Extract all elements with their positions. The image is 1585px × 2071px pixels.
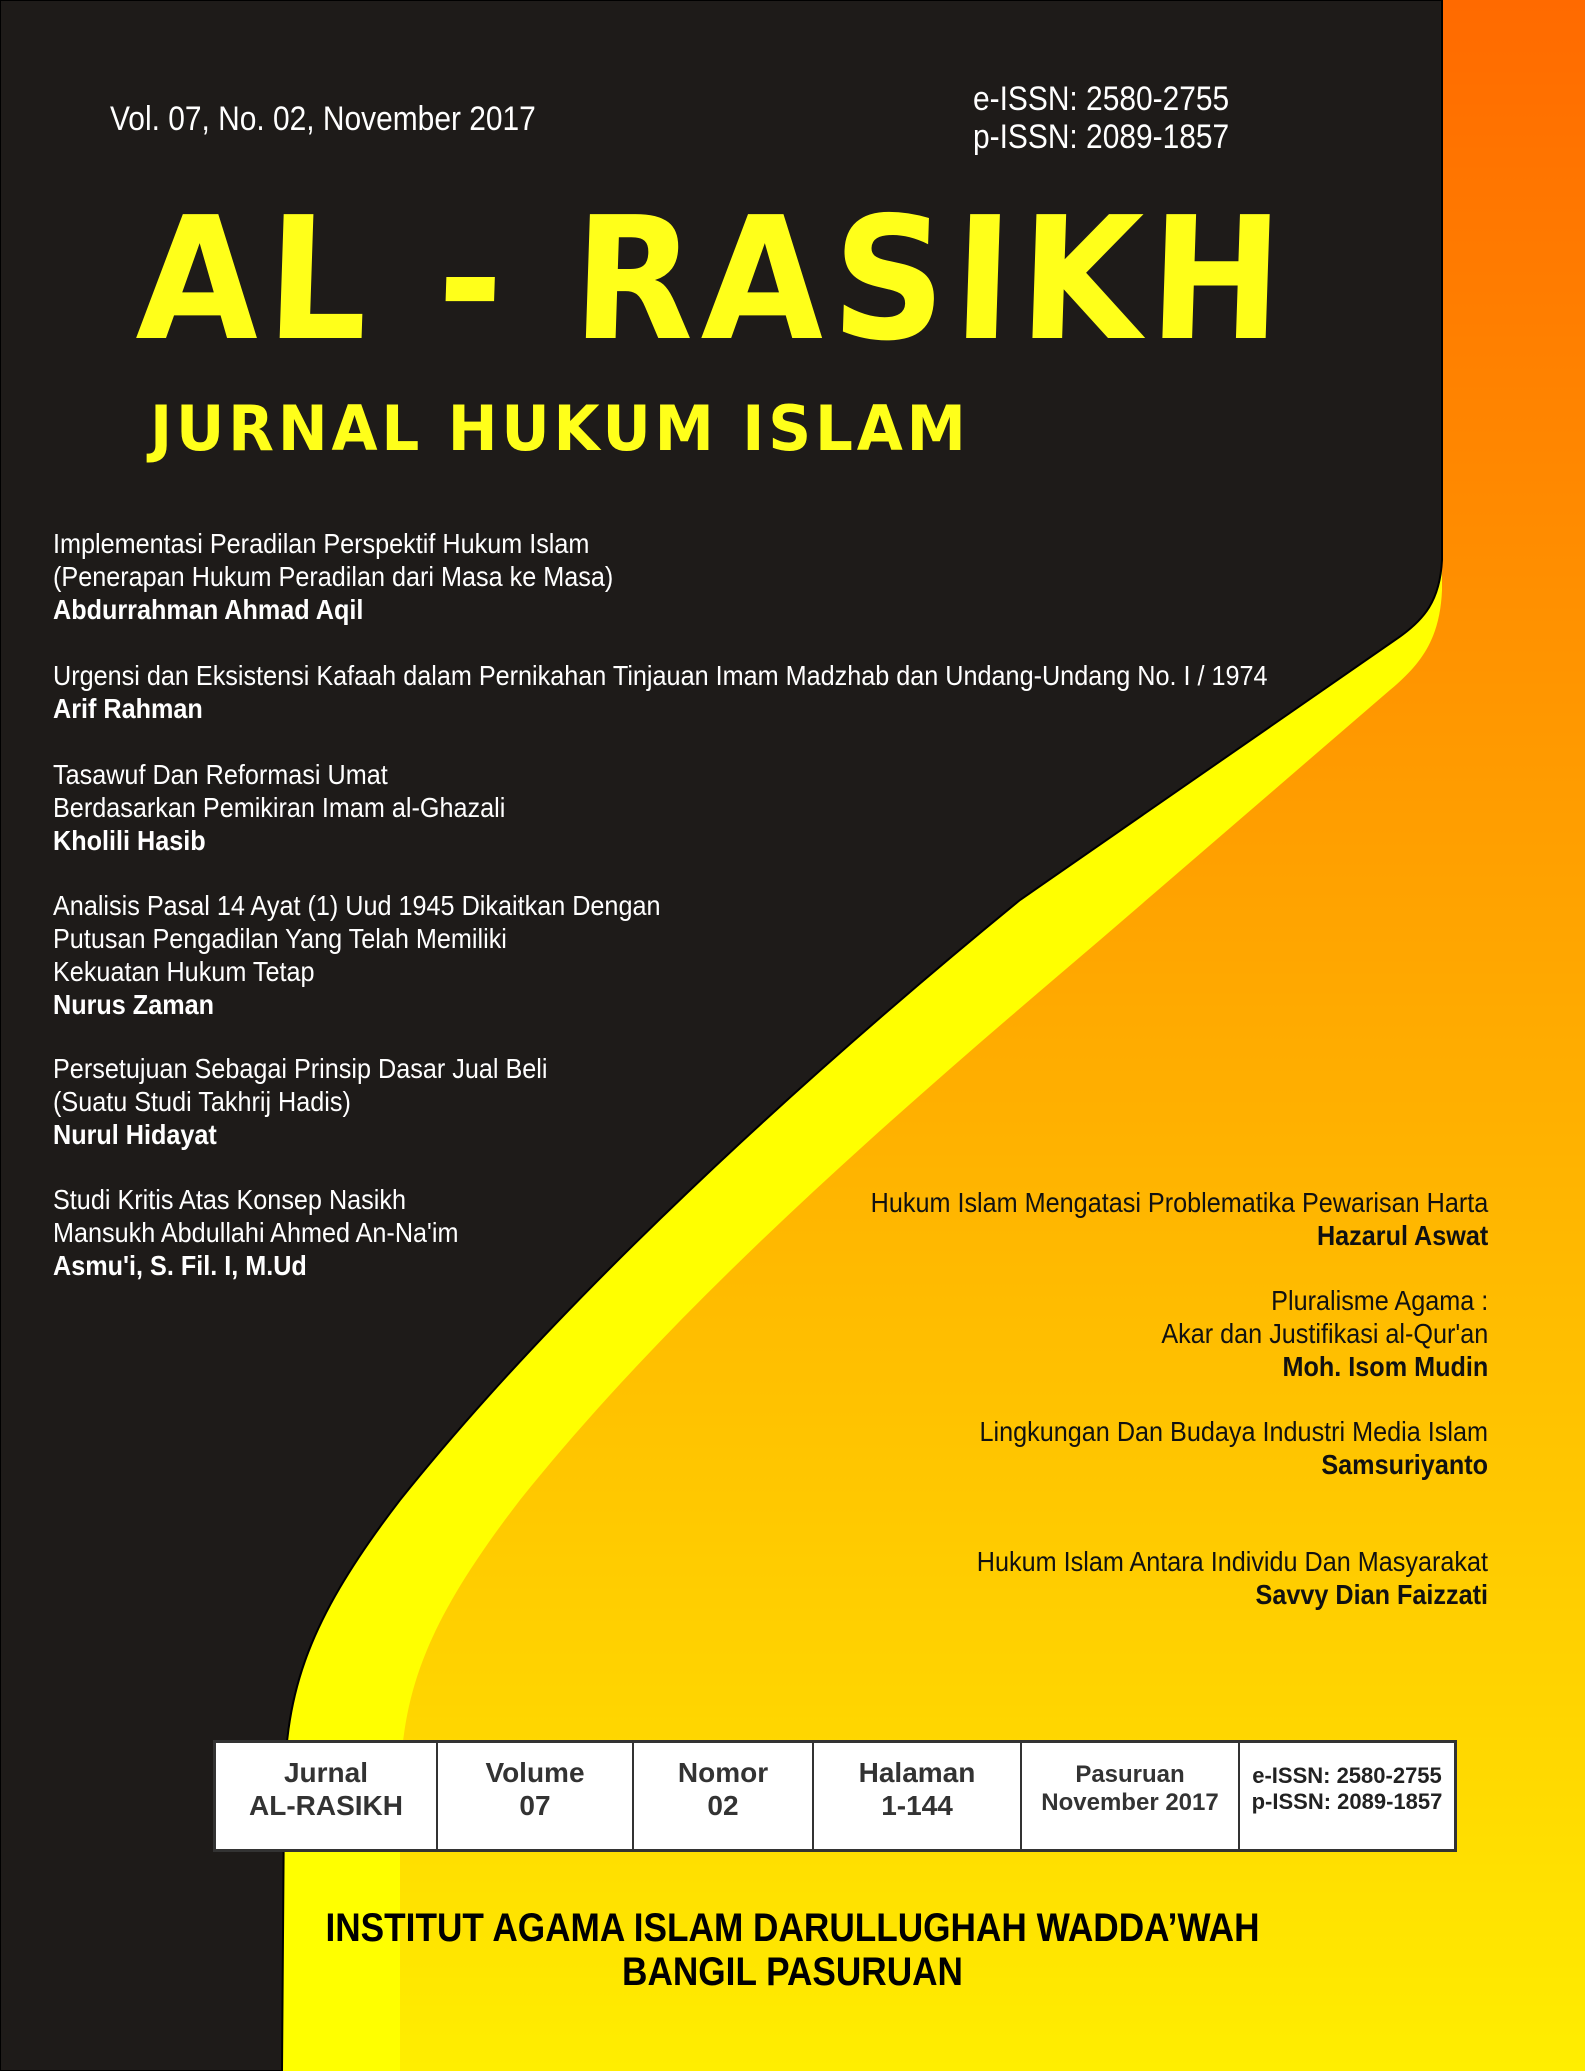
institution-name — [95, 1906, 1490, 1994]
article-author: Asmu'i, S. Fil. I, M.Ud — [53, 1250, 307, 1281]
info-value: 07 — [519, 1790, 551, 1821]
institution-line-2: BANGIL PASURUAN — [622, 1950, 963, 1994]
article-left-6 — [53, 1183, 458, 1282]
journal-title: AL - RASIKH — [134, 181, 1293, 379]
article-author: Moh. Isom Mudin — [1282, 1351, 1488, 1382]
volume-issue-line: Vol. 07, No. 02, November 2017 — [110, 100, 536, 138]
article-right-1 — [870, 1186, 1488, 1252]
publication-info-table — [213, 1740, 1457, 1852]
issn-block — [973, 80, 1229, 156]
info-label: Halaman — [858, 1757, 976, 1788]
e-issn: e-ISSN: 2580-2755 — [973, 80, 1230, 118]
info-value: November 2017 — [1041, 1789, 1219, 1816]
article-title-line: Akar dan Justifikasi al-Qur'an — [1161, 1318, 1488, 1349]
p-issn: p-ISSN: 2089-1857 — [973, 118, 1230, 156]
article-right-3 — [979, 1415, 1488, 1481]
info-label: Jurnal — [283, 1757, 369, 1788]
info-value: p-ISSN: 2089-1857 — [1251, 1789, 1443, 1814]
article-title-line: Urgensi dan Eksistensi Kafaah dalam Pernikahan Tinjauan Imam Madzhab dan Undang-Undang No. I / 1974 — [53, 660, 1268, 691]
article-title-line: Hukum Islam Antara Individu Dan Masyarakat — [976, 1546, 1488, 1577]
article-author: Arif Rahman — [53, 693, 203, 724]
article-author: Samsuriyanto — [1321, 1449, 1488, 1480]
article-title-line: Mansukh Abdullahi Ahmed An-Na'im — [53, 1217, 459, 1248]
article-title-line: Studi Kritis Atas Konsep Nasikh — [53, 1184, 406, 1215]
article-title-line: (Suatu Studi Takhrij Hadis) — [53, 1086, 351, 1117]
info-label: Pasuruan — [1075, 1761, 1185, 1788]
article-right-2 — [1161, 1284, 1488, 1383]
info-cell-volume — [438, 1743, 634, 1849]
article-author: Nurul Hidayat — [53, 1119, 217, 1150]
info-cell-journal — [216, 1743, 438, 1849]
article-author: Savvy Dian Faizzati — [1255, 1579, 1488, 1610]
info-value: 1-144 — [881, 1790, 953, 1821]
info-cell-pages — [814, 1743, 1022, 1849]
institution-line-1: INSTITUT AGAMA ISLAM DARULLUGHAH WADDA’WAH — [325, 1906, 1260, 1950]
info-label: Volume — [485, 1757, 585, 1788]
info-label: Nomor — [677, 1757, 769, 1788]
article-title-line: Analisis Pasal 14 Ayat (1) Uud 1945 Dikaitkan Dengan — [53, 890, 661, 921]
info-label: e-ISSN: 2580-2755 — [1252, 1763, 1442, 1788]
journal-subtitle: JURNAL HUKUM ISLAM — [150, 392, 970, 465]
article-title-line: Implementasi Peradilan Perspektif Hukum Islam — [53, 528, 590, 559]
article-left-1 — [53, 527, 613, 626]
info-cell-number — [634, 1743, 814, 1849]
article-right-4 — [977, 1545, 1488, 1611]
info-value: 02 — [707, 1790, 739, 1821]
article-left-2 — [53, 659, 1268, 725]
article-title-line: Berdasarkan Pemikiran Imam al-Ghazali — [53, 792, 506, 823]
article-title-line: Putusan Pengadilan Yang Telah Memiliki — [53, 923, 507, 954]
article-left-4 — [53, 889, 661, 1021]
article-author: Nurus Zaman — [53, 989, 215, 1020]
article-author: Abdurrahman Ahmad Aqil — [53, 594, 364, 625]
article-title-line: Pluralisme Agama : — [1270, 1285, 1488, 1316]
article-title-line: Persetujuan Sebagai Prinsip Dasar Jual Beli — [53, 1053, 548, 1084]
info-cell-issn — [1240, 1743, 1454, 1849]
article-title-line: Tasawuf Dan Reformasi Umat — [53, 759, 388, 790]
article-left-3 — [53, 758, 505, 857]
info-value: AL-RASIKH — [249, 1790, 403, 1821]
article-title-line: Lingkungan Dan Budaya Industri Media Islam — [979, 1416, 1488, 1447]
article-title-line: (Penerapan Hukum Peradilan dari Masa ke Masa) — [53, 561, 614, 592]
article-left-5 — [53, 1052, 547, 1151]
article-title-line: Kekuatan Hukum Tetap — [53, 956, 315, 987]
article-author: Hazarul Aswat — [1316, 1220, 1488, 1251]
info-cell-place-date — [1022, 1743, 1240, 1849]
article-author: Kholili Hasib — [53, 825, 206, 856]
article-title-line: Hukum Islam Mengatasi Problematika Pewarisan Harta — [870, 1187, 1488, 1218]
